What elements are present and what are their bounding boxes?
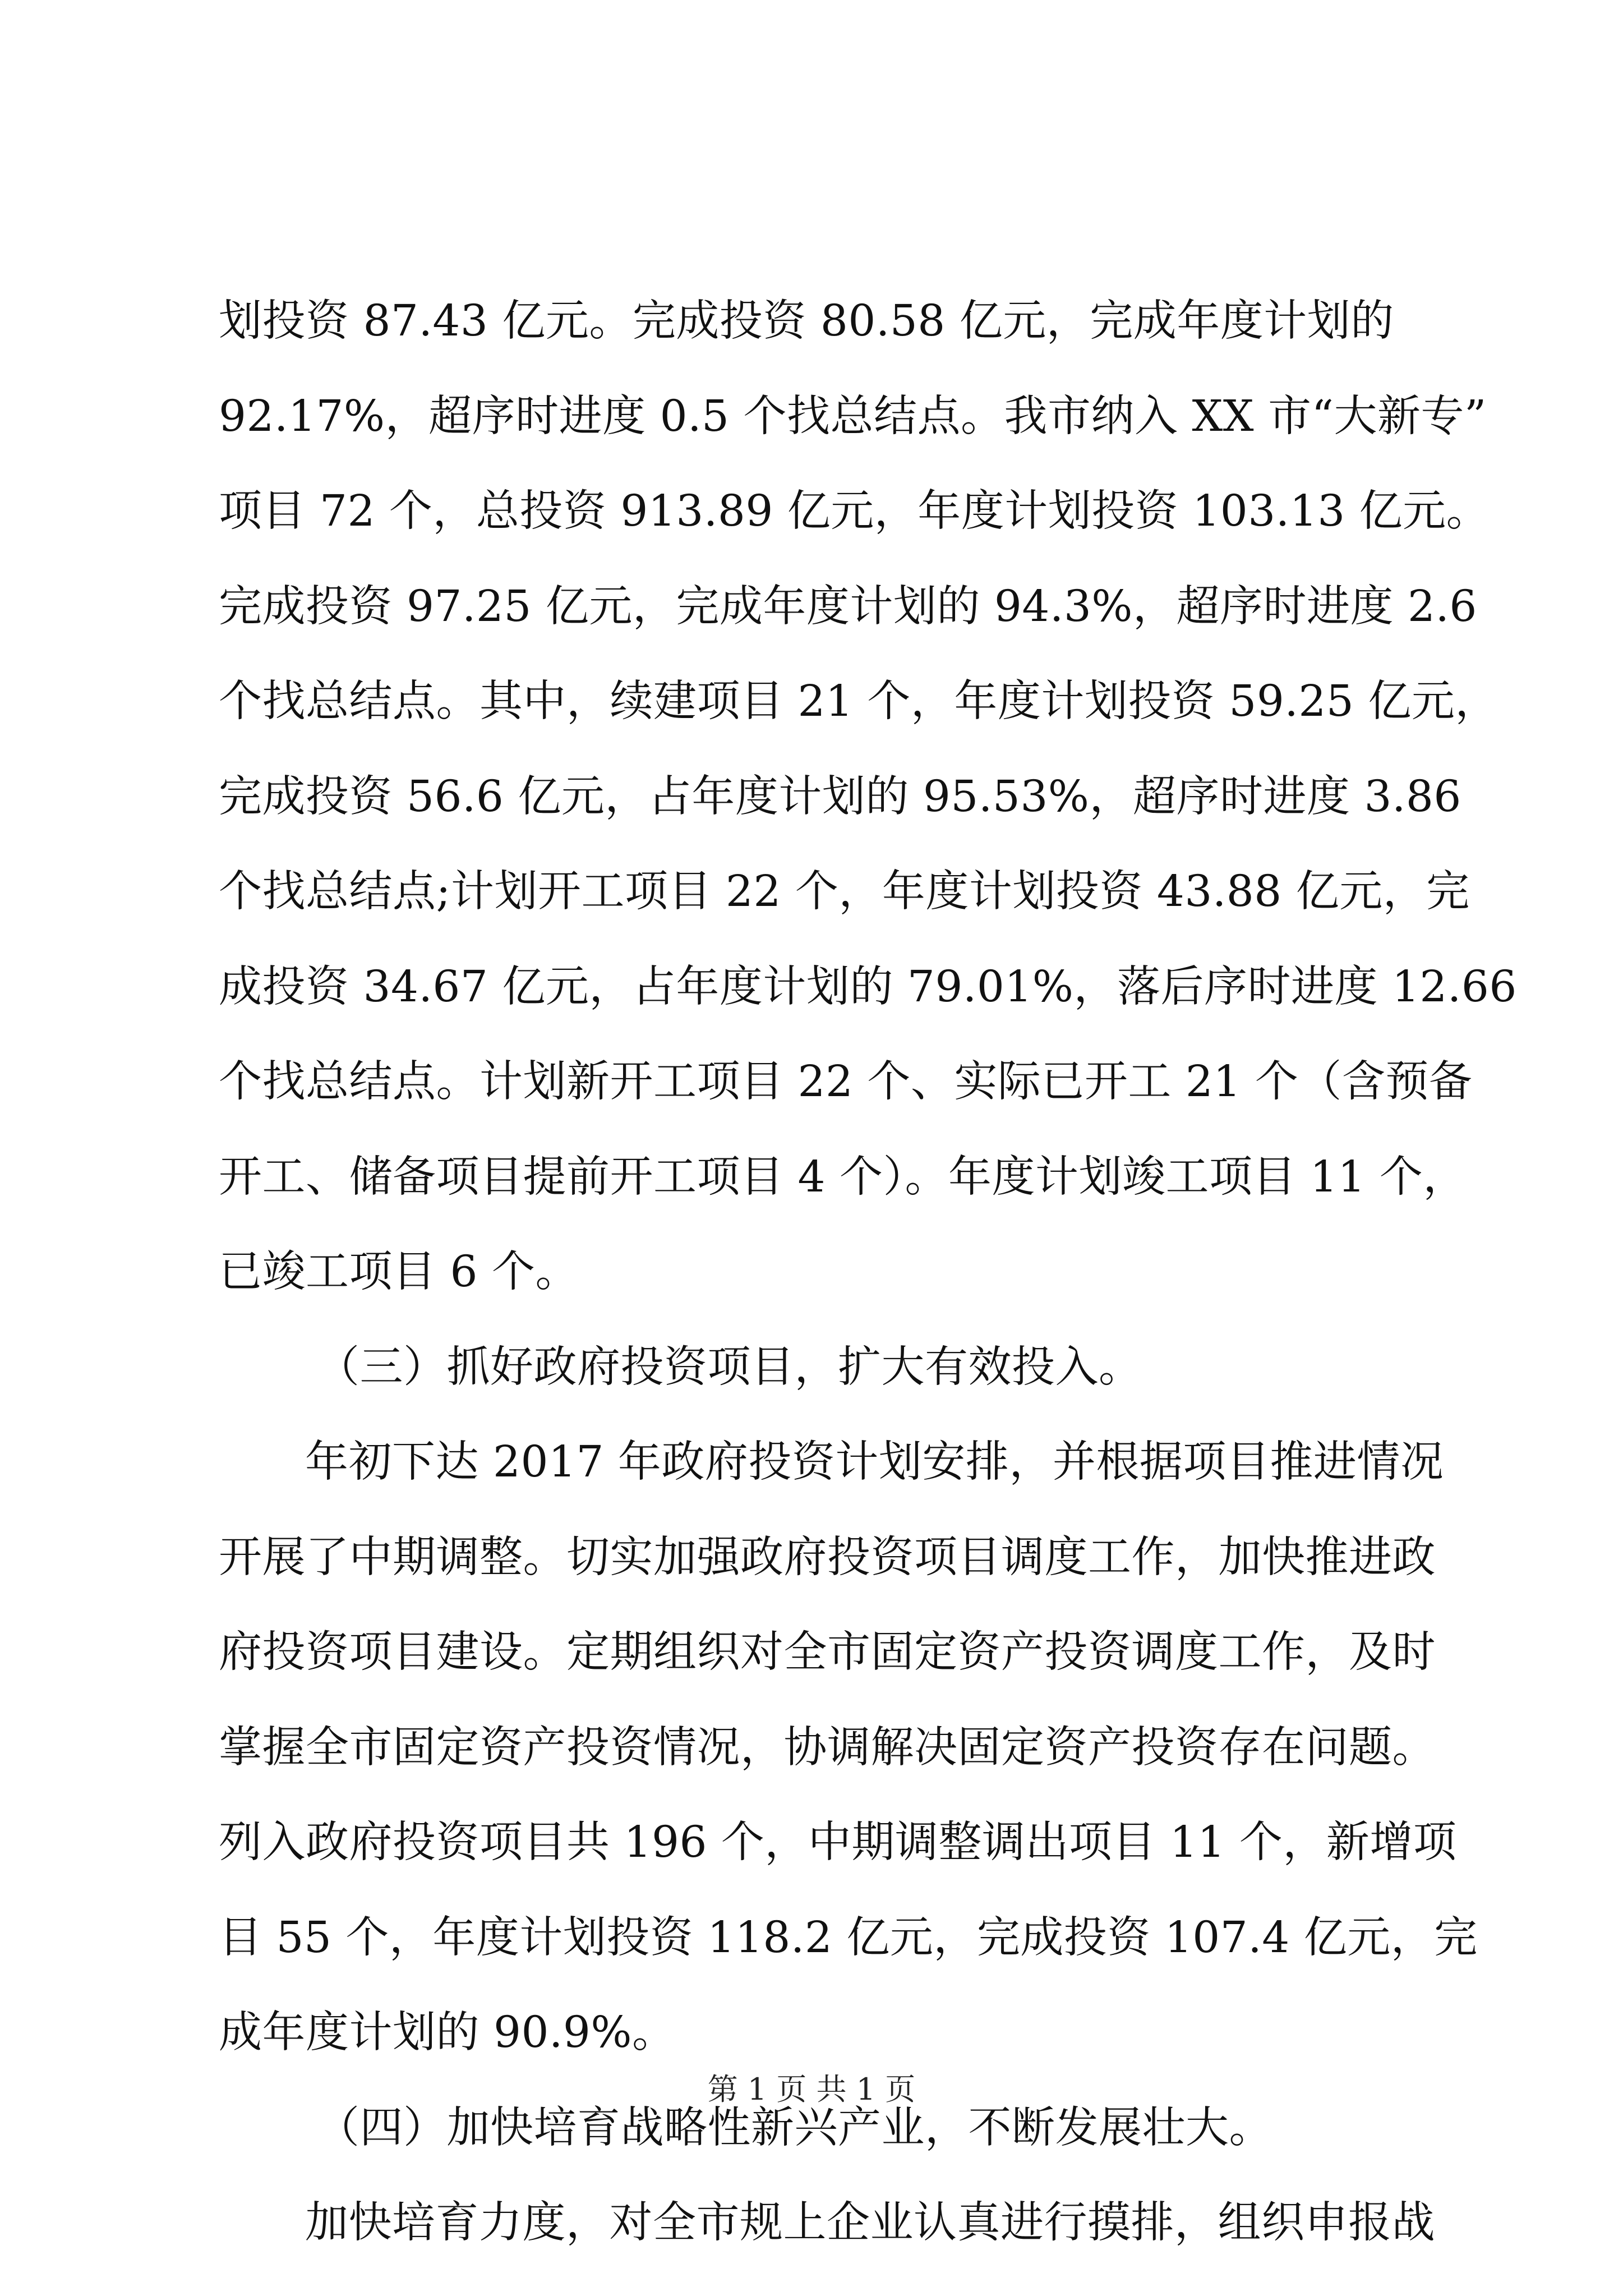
section-heading: （三）抓好政府投资项目，扩大有效投入。 [316,1342,1142,1392]
text-line: 掌握全市固定资产投资情况，协调解决固定资产投资存在问题。 [219,1722,1436,1773]
page-footer: 第 1 页 共 1 页 [707,2072,916,2107]
text-line: 项目 72 个，总投资 913.89 亿元，年度计划投资 103.13 亿元。 [219,486,1490,536]
text-line: 已竣工项目 6 个。 [219,1247,579,1297]
section-heading: （四）加快培育战略性新兴产业，不断发展壮大。 [316,2102,1272,2153]
document-body [219,274,1517,2271]
text-line: 开展了中期调整。切实加强政府投资项目调度工作，加快推进政 [219,1532,1436,1582]
paragraph-first-line: 年初下达 2017 年政府投资计划安排，并根据项目推进情况 [305,1437,1444,1487]
text-line: 列入政府投资项目共 196 个，中期调整调出项目 11 个，新增项 [219,1818,1457,1867]
text-line: 92.17%，超序时进度 0.5 个找总结点。我市纳入 XX 市“大新专” [219,391,1487,441]
text-line: 完成投资 97.25 亿元，完成年度计划的 94.3%，超序时进度 2.6 [219,581,1477,632]
text-line: 府投资项目建设。定期组织对全市固定资产投资调度工作，及时 [219,1627,1436,1677]
text-line: 目 55 个，年度计划投资 118.2 亿元，完成投资 107.4 亿元，完 [219,1912,1478,1963]
text-line: 个找总结点。其中，续建项目 21 个，年度计划投资 59.25 亿元， [219,677,1498,726]
text-line: 个找总结点。计划新开工项目 22 个、实际已开工 21 个（含预备 [219,1057,1473,1107]
paragraph-first-line: 加快培育力度，对全市规上企业认真进行摸排，组织申报战 [305,2198,1435,2248]
text-line: 成年度计划的 90.9%。 [219,2008,676,2058]
text-line: 划投资 87.43 亿元。完成投资 80.58 亿元，完成年度计划的 [219,296,1394,346]
text-line: 开工、储备项目提前开工项目 4 个）。年度计划竣工项目 11 个， [219,1152,1467,1202]
text-line: 成投资 34.67 亿元，占年度计划的 79.01%，落后序时进度 12.66 [219,961,1517,1012]
text-line: 完成投资 56.6 亿元，占年度计划的 95.53%，超序时进度 3.86 [219,771,1461,822]
text-line: 个找总结点;计划开工项目 22 个，年度计划投资 43.88 亿元，完 [219,867,1470,917]
